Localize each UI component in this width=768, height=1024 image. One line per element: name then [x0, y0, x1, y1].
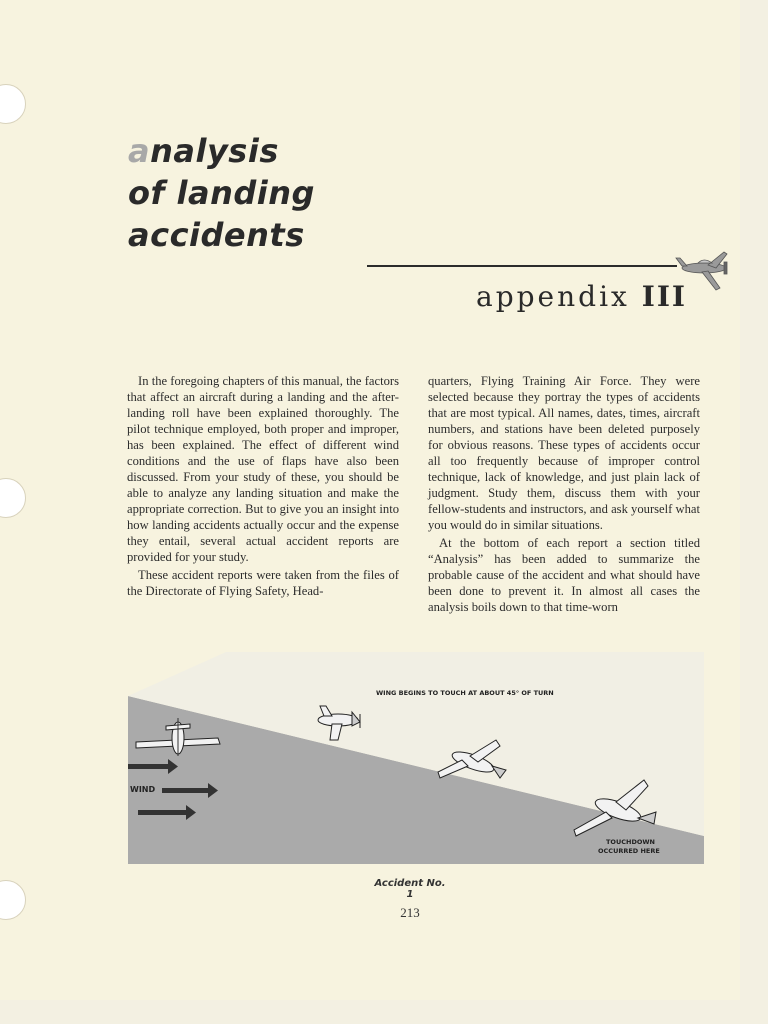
title-line-3: accidents — [128, 216, 305, 254]
page-number: 213 — [400, 905, 420, 920]
appendix-numeral: III — [641, 280, 688, 313]
figure-label-top: WING BEGINS TO TOUCH AT ABOUT 45° OF TURN — [376, 689, 554, 697]
title-rule — [367, 265, 677, 267]
wind-label: WIND — [130, 785, 156, 794]
binder-hole-top — [0, 84, 26, 124]
paragraph: These accident reports were taken from the files of the Directorate of Flying Safety, Head- — [127, 568, 399, 598]
title-initial: a — [128, 132, 151, 170]
body-column-left — [127, 373, 399, 601]
binder-hole-middle — [0, 478, 26, 518]
paragraph: At the bottom of each report a section titled “Analysis” has been added to summarize the probable cause of the accident and what should have been done to prevent it. In almost all cases the analysis boils down to that time-worn — [428, 536, 700, 614]
figure-caption: Accident No. 1 — [374, 878, 446, 900]
touchdown-label-1: TOUCHDOWN — [606, 838, 655, 846]
binder-hole-bottom — [0, 880, 26, 920]
appendix-heading — [476, 280, 687, 313]
title-line-1 — [128, 130, 315, 172]
chapter-title — [128, 130, 315, 256]
appendix-word: appendix — [476, 280, 630, 313]
accident-illustration — [128, 652, 704, 864]
title-line-1-rest: nalysis — [150, 132, 279, 170]
touchdown-label-2: OCCURRED HERE — [598, 847, 660, 855]
paragraph: In the foregoing chapters of this manual, the factors that affect an aircraft during a landing and the after-landing roll have been explained thoroughly. The pilot technique employed, both proper and improper, has been explained. The effect of different wind conditions and the use of flaps have also been discussed. From your study of these, you should be able to analyze any landing situation and make the appropriate correction. But to give you an insight into how landing accidents actually occur and the expense they entail, several actual accident reports are provided for your study. — [127, 374, 399, 564]
body-column-right — [428, 373, 700, 617]
title-line-2: of landing — [128, 174, 315, 212]
paragraph: quarters, Flying Training Air Force. They were selected because they portray the types of accidents that are most typical. All names, dates, times, aircraft numbers, and stations have been deleted purposely for obvious reasons. These types of accidents occur all too frequently because of improper control technique, lack of knowledge, and just plain lack of judgment. Study them, discuss them with your fellow-students and instructors, and ask yourself what you would do in similar situations. — [428, 374, 700, 532]
